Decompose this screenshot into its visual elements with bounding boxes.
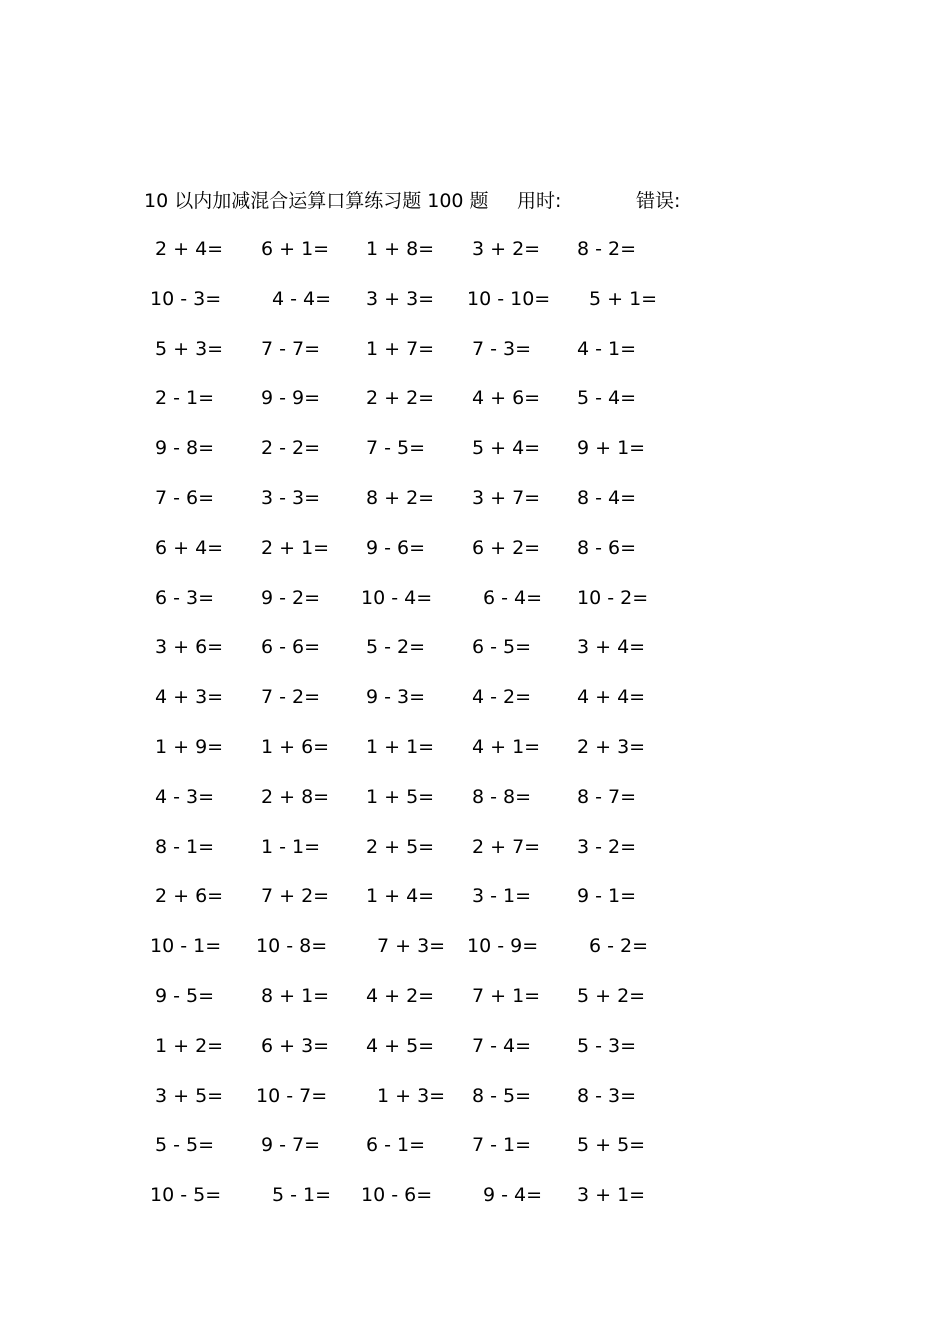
problem-item: 6 - 2=	[589, 935, 649, 958]
problem-row	[0, 779, 950, 829]
problem-item: 2 + 1=	[261, 536, 330, 559]
problem-row	[0, 1127, 950, 1177]
problem-item: 5 - 2=	[366, 636, 426, 659]
problem-row	[0, 281, 950, 331]
problem-item: 5 - 5=	[155, 1134, 215, 1157]
problem-item: 7 - 6=	[155, 486, 215, 509]
problem-item: 9 - 6=	[366, 536, 426, 559]
problem-item: 3 + 4=	[577, 636, 646, 659]
problem-item: 1 + 5=	[366, 785, 435, 808]
problem-item: 10 - 5=	[150, 1184, 222, 1207]
problem-item: 9 - 9=	[261, 387, 321, 410]
problem-item: 1 + 4=	[366, 885, 435, 908]
problem-item: 6 - 5=	[472, 636, 532, 659]
problem-item: 9 + 1=	[577, 437, 646, 460]
problem-item: 6 + 1=	[261, 238, 330, 260]
problem-item: 9 - 4=	[483, 1184, 543, 1207]
problem-item: 4 + 5=	[366, 1034, 435, 1057]
problem-item: 1 + 3=	[377, 1084, 446, 1107]
problem-item: 4 + 6=	[472, 387, 541, 410]
problem-item: 8 - 2=	[577, 238, 637, 260]
problem-item: 2 + 4=	[155, 238, 224, 260]
problem-item: 8 - 8=	[472, 785, 532, 808]
problem-item: 5 + 1=	[589, 287, 658, 310]
problem-item: 5 + 2=	[577, 984, 646, 1007]
problem-row	[0, 878, 950, 928]
problem-item: 1 + 8=	[366, 238, 435, 260]
problem-item: 6 + 3=	[261, 1034, 330, 1057]
problem-item: 6 + 2=	[472, 536, 541, 559]
problem-item: 10 - 2=	[577, 586, 649, 609]
problem-item: 10 - 7=	[256, 1084, 328, 1107]
problem-item: 8 - 6=	[577, 536, 637, 559]
problem-item: 9 - 5=	[155, 984, 215, 1007]
problem-item: 1 + 9=	[155, 735, 224, 758]
problem-item: 6 + 4=	[155, 536, 224, 559]
problem-item: 7 - 5=	[366, 437, 426, 460]
problem-item: 5 - 3=	[577, 1034, 637, 1057]
problem-row	[0, 1028, 950, 1078]
problem-item: 1 + 2=	[155, 1034, 224, 1057]
problem-item: 2 + 6=	[155, 885, 224, 908]
problem-item: 4 - 3=	[155, 785, 215, 808]
problem-item: 7 + 2=	[261, 885, 330, 908]
problem-item: 2 + 8=	[261, 785, 330, 808]
worksheet-title: 10 以内加减混合运算口算练习题 100 题	[144, 190, 489, 212]
problem-item: 1 - 1=	[261, 835, 321, 858]
problem-item: 4 - 2=	[472, 686, 532, 709]
problem-item: 6 - 6=	[261, 636, 321, 659]
problem-item: 1 + 6=	[261, 735, 330, 758]
problem-item: 1 + 7=	[366, 337, 435, 360]
problem-item: 8 - 4=	[577, 486, 637, 509]
problem-item: 6 - 1=	[366, 1134, 426, 1157]
problem-item: 10 - 9=	[467, 935, 539, 958]
problem-item: 3 - 2=	[577, 835, 637, 858]
problem-item: 3 + 6=	[155, 636, 224, 659]
problem-item: 5 - 4=	[577, 387, 637, 410]
problem-item: 7 - 1=	[472, 1134, 532, 1157]
problem-row	[0, 1177, 950, 1227]
problem-item: 3 + 3=	[366, 287, 435, 310]
problem-row	[0, 580, 950, 630]
problem-item: 10 - 1=	[150, 935, 222, 958]
problem-item: 3 + 1=	[577, 1184, 646, 1207]
problem-item: 4 + 1=	[472, 735, 541, 758]
problem-item: 6 - 3=	[155, 586, 215, 609]
problem-item: 3 + 2=	[472, 238, 541, 260]
problem-row	[0, 829, 950, 879]
problem-item: 2 + 2=	[366, 387, 435, 410]
problem-item: 7 - 4=	[472, 1034, 532, 1057]
time-used-label: 用时:	[517, 190, 562, 212]
problem-item: 2 - 2=	[261, 437, 321, 460]
problem-item: 10 - 4=	[361, 586, 433, 609]
problem-grid	[0, 231, 950, 1227]
problem-item: 5 + 4=	[472, 437, 541, 460]
problem-row	[0, 978, 950, 1028]
problem-item: 2 + 7=	[472, 835, 541, 858]
problem-row	[0, 729, 950, 779]
problem-item: 8 - 1=	[155, 835, 215, 858]
problem-item: 3 - 1=	[472, 885, 532, 908]
error-count-label: 错误:	[636, 190, 681, 212]
problem-item: 10 - 3=	[150, 287, 222, 310]
problem-item: 9 - 8=	[155, 437, 215, 460]
problem-item: 2 + 3=	[577, 735, 646, 758]
problem-item: 8 - 5=	[472, 1084, 532, 1107]
problem-item: 9 - 3=	[366, 686, 426, 709]
problem-item: 4 - 4=	[272, 287, 332, 310]
problem-item: 7 + 1=	[472, 984, 541, 1007]
problem-item: 9 - 7=	[261, 1134, 321, 1157]
problem-item: 1 + 1=	[366, 735, 435, 758]
problem-row	[0, 231, 950, 281]
problem-item: 10 - 10=	[467, 287, 551, 310]
problem-item: 5 - 1=	[272, 1184, 332, 1207]
worksheet-header	[144, 186, 681, 216]
problem-item: 3 + 5=	[155, 1084, 224, 1107]
problem-row	[0, 679, 950, 729]
problem-row	[0, 380, 950, 430]
problem-item: 8 + 1=	[261, 984, 330, 1007]
problem-item: 8 + 2=	[366, 486, 435, 509]
problem-item: 9 - 2=	[261, 586, 321, 609]
problem-item: 10 - 8=	[256, 935, 328, 958]
problem-row	[0, 1078, 950, 1128]
problem-row	[0, 530, 950, 580]
problem-item: 3 + 7=	[472, 486, 541, 509]
problem-row	[0, 629, 950, 679]
problem-item: 6 - 4=	[483, 586, 543, 609]
problem-item: 10 - 6=	[361, 1184, 433, 1207]
problem-row	[0, 480, 950, 530]
problem-item: 5 + 5=	[577, 1134, 646, 1157]
problem-item: 4 - 1=	[577, 337, 637, 360]
problem-item: 2 - 1=	[155, 387, 215, 410]
problem-item: 9 - 1=	[577, 885, 637, 908]
problem-row	[0, 331, 950, 381]
problem-item: 4 + 2=	[366, 984, 435, 1007]
problem-row	[0, 430, 950, 480]
problem-item: 8 - 3=	[577, 1084, 637, 1107]
problem-row	[0, 928, 950, 978]
problem-item: 8 - 7=	[577, 785, 637, 808]
problem-item: 7 - 7=	[261, 337, 321, 360]
problem-item: 7 - 2=	[261, 686, 321, 709]
problem-item: 7 + 3=	[377, 935, 446, 958]
problem-item: 7 - 3=	[472, 337, 532, 360]
problem-item: 3 - 3=	[261, 486, 321, 509]
problem-item: 2 + 5=	[366, 835, 435, 858]
problem-item: 4 + 3=	[155, 686, 224, 709]
problem-item: 5 + 3=	[155, 337, 224, 360]
problem-item: 4 + 4=	[577, 686, 646, 709]
